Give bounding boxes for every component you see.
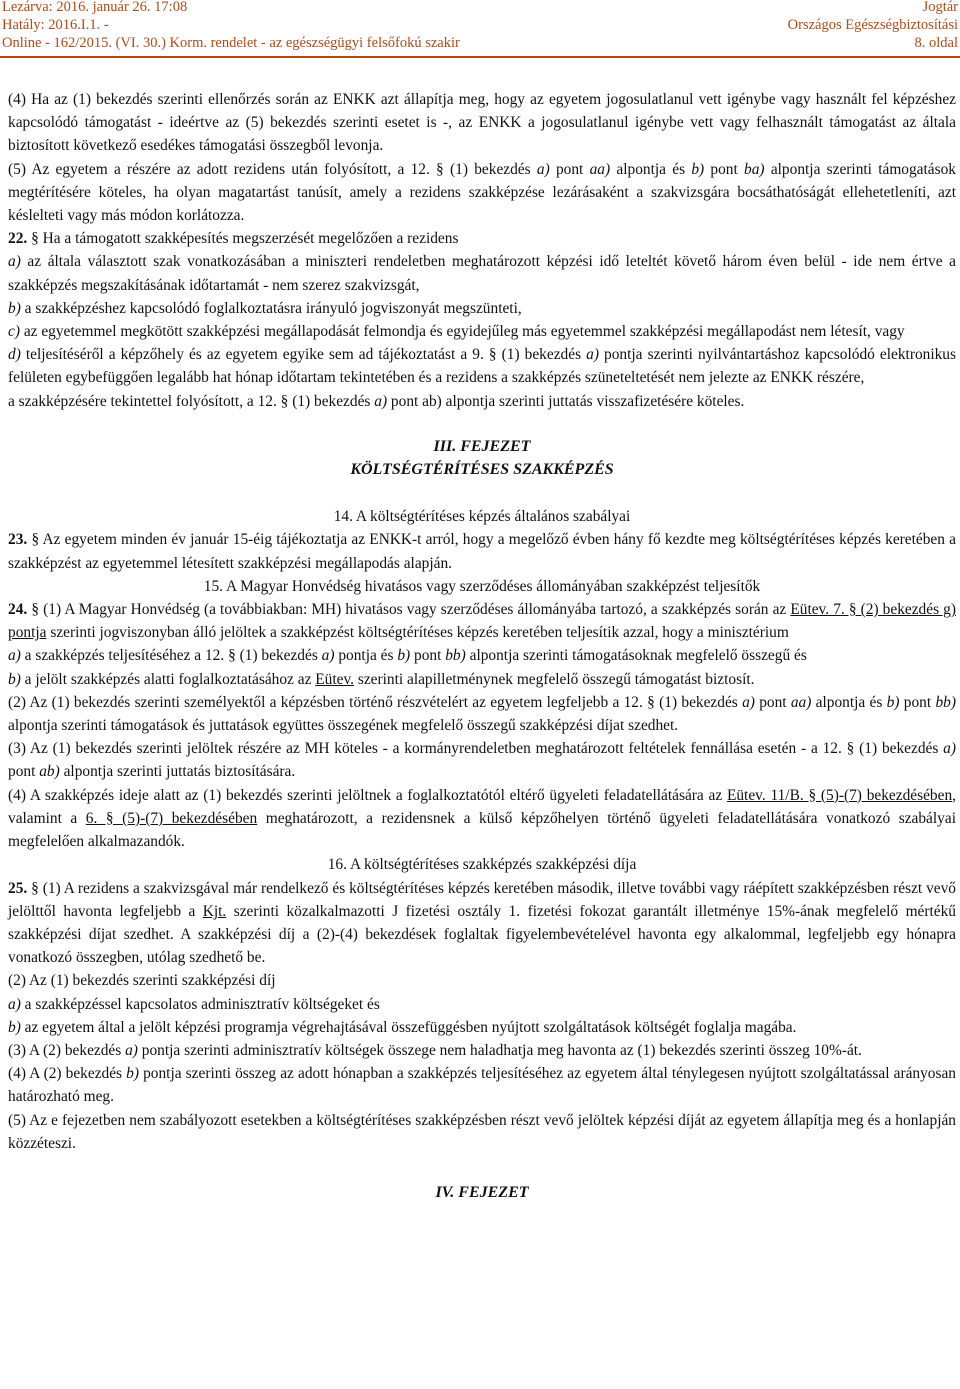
header-line-3 (0, 34, 960, 52)
chapter-heading-3: III. FEJEZET (433, 437, 531, 455)
section-24-4: (4) A szakképzés ideje alatt az (1) bekezdés szerinti jelöltnek a foglalkoztatótól eltérő ügyeleti feladatellátására az Eütev. 11/B. § (5)-(7) bekezdésében, valamint a 6. § (5)-(7) bekezdésében meghatározott, a rezidensnek a külső képzőhelyen történő ügyeleti feladatellátására vonatkozó szabályai megfelelően alkalmazandók. (8, 786, 957, 851)
chapter-heading-4: IV. FEJEZET (435, 1183, 529, 1201)
header-document-title: Online - 162/2015. (VI. 30.) Korm. rendelet - az egészségügyi felsőfokú szakir (2, 35, 460, 51)
section-22-closing: a szakképzésére tekintettel folyósított, a 12. § (1) bekezdés a) pont ab) alpontja szerinti juttatás visszafizetésére köteles. (8, 392, 745, 410)
header-institution: Országos Egészségbiztosítási (787, 17, 958, 33)
section-24-3: (3) Az (1) bekezdés szerinti jelöltek részére az MH köteles - a kormányrendeletben meghatározott feltételek fennállása esetén - a 12. § (1) bekezdés a) pont ab) alpontja szerinti juttatás biztosítására. (8, 740, 956, 781)
section-25-5: (5) Az e fejezetben nem szabályozott esetekben a költségtérítéses szakképzésben részt vevő jelöltek képzési díját az egyetem állapítja meg és a honlapján közzéteszi. (8, 1111, 956, 1152)
section-number: 23. (8, 531, 28, 549)
section-22-point-a: a) az általa választott szak vonatkozásában a miniszteri rendeletben meghatározott képzési idő leteltét követő három éven belül - ide nem értve a szakképzés megszakításának időtartamát - nem szerez szakvizsgát, (8, 253, 956, 294)
law-reference-link[interactable]: Eütev. 7. § (2) bekezdés g) pontja (8, 601, 956, 642)
chapter-title-3: KÖLTSÉGTÉRÍTÉSES SZAKKÉPZÉS (350, 461, 614, 479)
header-page-number: 8. oldal (914, 35, 958, 51)
section-25-2-point-b: b) az egyetem által a jelölt képzési programja végrehajtásával összefüggésben nyújtott szolgáltatások költségét foglalja magába. (8, 1018, 797, 1036)
section-22-intro: 22. § Ha a támogatott szakképesítés megszerzését megelőzően a rezidens (8, 230, 459, 248)
section-25-2-point-a: a) a szakképzéssel kapcsolatos adminisztratív költségeket és (8, 995, 380, 1013)
law-reference-link[interactable]: Eütev. 11/B. § (5)-(7) bekezdésében (726, 786, 953, 804)
subtitle-14: 14. A költségtérítéses képzés általános szabályai (333, 508, 631, 526)
header-validity: Hatály: 2016.I.1. - (2, 17, 109, 33)
header-line-2 (0, 16, 960, 34)
section-24-2: (2) Az (1) bekezdés szerinti személyektől a képzésben történő részvételért az egyetem legfeljebb a 12. § (1) bekezdés a) pont aa) alpontja és b) pont bb) alpontja szerinti támogatások és juttatások együttes összegének megfelelő összegű szakképzési díjat szedhet. (8, 693, 956, 735)
section-22-point-c: c) az egyetemmel megkötött szakképzési megállapodását felmondja és egyidejűleg más egyetemmel szakképzési megállapodást nem létesít, vagy (8, 323, 905, 341)
section-number: 25. (8, 879, 28, 897)
section-number: 24. (8, 601, 28, 619)
header-closed-date: Lezárva: 2016. január 26. 17:08 (2, 0, 188, 15)
section-24-point-b: b) a jelölt szakképzés alatti foglalkoztatásához az Eütev. szerinti alapilletménynek megfelelő összegű támogatást biztosít. (8, 670, 755, 688)
page-header (0, 0, 960, 54)
law-reference-link[interactable]: Kjt. (202, 902, 227, 920)
section-number: 22. (8, 230, 28, 248)
section-22-point-b: b) a szakképzéshez kapcsolódó foglalkoztatásra irányuló jogviszonyát megszünteti, (8, 299, 522, 317)
subtitle-16: 16. A költségtérítéses szakképzés szakképzési díja (327, 856, 637, 874)
paragraph-21-4: (4) Ha az (1) bekezdés szerinti ellenőrzés során az ENKK azt állapítja meg, hogy az egyetem jogosulatlanul vett igénybe vagy használt fel képzéshez kapcsolódó támogatást - ideértve az (5) bekezdés szerinti esetet is -, az ENKK a jogosulatlanul igénybe vett vagy felhasznált támogatást az általa biztosított következő esedékes támogatási összegből levonja. (8, 91, 956, 155)
section-23: 23. § Az egyetem minden év január 15-éig tájékoztatja az ENKK-t arról, hogy a megelőző évben hány fő kezdte meg költségtérítéses képzés keretében a szakképzést az egyetemmel létesített szakképzési megállapodás alapján. (8, 531, 956, 572)
document-body (8, 88, 956, 1204)
section-25-4: (4) A (2) bekezdés b) pontja szerinti összeg az adott hónapban a szakképzés teljesítéséhez az egyetem által ténylegesen nyújtott szolgáltatással arányosan határozható meg. (8, 1065, 956, 1106)
section-25-2: (2) Az (1) bekezdés szerinti szakképzési díj (8, 972, 276, 990)
section-25-1: 25. § (1) A rezidens a szakvizsgával már rendelkező és költségtérítéses képzés keretében második, illetve további vagy ráépített szakképzésben részt vevő jelölttől havonta legfeljebb a Kjt. szerinti közalkalmazotti J fizetési osztály 1. fizetési fokozat garantált illetménye 15%-ának megfelelő mértékű szakképzési díjat szedhet. A szakképzési díj a (2)-(4) bekezdések foglaltak figyelembevételével havonta egy alkalommal, legfeljebb egy hónapra vonatkozó összegben, utólag szedhető be. (8, 879, 956, 967)
subtitle-15: 15. A Magyar Honvédség hivatásos vagy szerződéses állományában szakképzést teljesítők (203, 577, 761, 595)
section-25-3: (3) A (2) bekezdés a) pontja szerinti adminisztratív költségek összege nem haladhatja meg havonta az (1) bekezdés szerinti összeg 10%-át. (8, 1041, 862, 1059)
section-24-1: 24. § (1) A Magyar Honvédség (a továbbiakban: MH) hivatásos vagy szerződéses állományába tartozó, a szakképzés során az Eütev. 7. § (2) bekezdés g) pontja szerinti jogviszonyban álló jelöltek a szakképzést költségtérítéses képzés keretében teljesítik azzal, hogy a minisztérium (8, 601, 956, 642)
section-24-point-a: a) a szakképzés teljesítéséhez a 12. § (1) bekezdés a) pontja és b) pont bb) alpontja szerinti támogatásoknak megfelelő összegű és (8, 647, 807, 665)
header-line-1 (0, 0, 960, 16)
law-reference-link[interactable]: 6. § (5)-(7) bekezdésében (85, 809, 258, 827)
section-22-point-d: d) teljesítéséről a képzőhely és az egyetem egyike sem ad tájékoztatást a 9. § (1) bekezdés a) pontja szerinti nyilvántartáshoz kapcsolódó elektronikus felületen egybefüggően legalább hat hónap időtartam tekintetében és a rezidens a szakképzés szüneteltetését nem jelezte az ENKK részére, (8, 346, 956, 387)
law-reference-link[interactable]: Eütev. (315, 670, 354, 688)
paragraph-21-5: (5) Az egyetem a részére az adott rezidens után folyósított, a 12. § (1) bekezdés a) pont aa) alpontja és b) pont ba) alpontja szerinti támogatások megtérítésére köteles, ha olyan magatartást tanúsít, amely a rezidens szakképzése lezárásaként a szakvizsgára bocsáthatóságát ellehetetleníti, azt késlelteti vagy más módon korlátozza. (8, 160, 956, 225)
header-publisher: Jogtár (922, 0, 958, 15)
header-divider (0, 56, 960, 58)
